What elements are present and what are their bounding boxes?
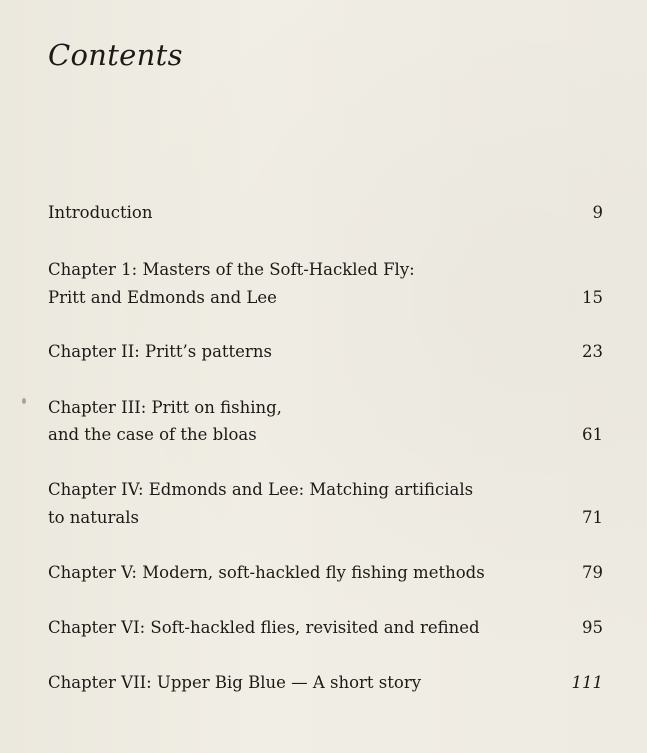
- toc-entry-chapter-2[interactable]: [48, 340, 603, 364]
- entry-page-number: 95: [582, 618, 603, 637]
- entry-page-number: 15: [582, 288, 603, 307]
- entry-title-line: Chapter VI: Soft-hackled flies, revisited and refined: [48, 618, 480, 637]
- toc-entry-chapter-5[interactable]: [48, 561, 603, 585]
- entry-title-line: Chapter VII: Upper Big Blue — A short story: [48, 673, 422, 692]
- toc-entry-introduction[interactable]: [48, 201, 603, 225]
- toc-entry-chapter-3[interactable]: [48, 396, 603, 447]
- ink-smudge: [22, 398, 26, 404]
- contents-heading: Contents: [48, 38, 183, 72]
- entry-title-line: Chapter II: Pritt’s patterns: [48, 342, 272, 361]
- entry-title-line: Introduction: [48, 203, 153, 222]
- entry-title-line: to naturals: [48, 508, 139, 527]
- entry-page-number: 61: [582, 425, 603, 444]
- toc-entry-chapter-7[interactable]: [48, 671, 603, 695]
- entry-title-line: Chapter III: Pritt on fishing,: [48, 398, 282, 417]
- toc-entry-chapter-4[interactable]: [48, 478, 603, 530]
- entry-page-number: 71: [582, 508, 603, 527]
- entry-page-number: 111: [571, 673, 603, 692]
- entry-title-line: Chapter 1: Masters of the Soft-Hackled Fly:: [48, 260, 415, 279]
- entry-title-line: Chapter IV: Edmonds and Lee: Matching artificials: [48, 480, 474, 499]
- entry-title-line: and the case of the bloas: [48, 425, 257, 444]
- entry-title-line: Pritt and Edmonds and Lee: [48, 288, 277, 307]
- entry-page-number: 9: [592, 203, 603, 222]
- toc-entry-chapter-1[interactable]: [48, 258, 603, 310]
- entry-page-number: 79: [582, 563, 603, 582]
- toc-entry-chapter-6[interactable]: [48, 616, 603, 640]
- entry-title-line: Chapter V: Modern, soft-hackled fly fishing methods: [48, 563, 485, 582]
- entry-page-number: 23: [582, 342, 603, 361]
- table-of-contents: [48, 0, 603, 753]
